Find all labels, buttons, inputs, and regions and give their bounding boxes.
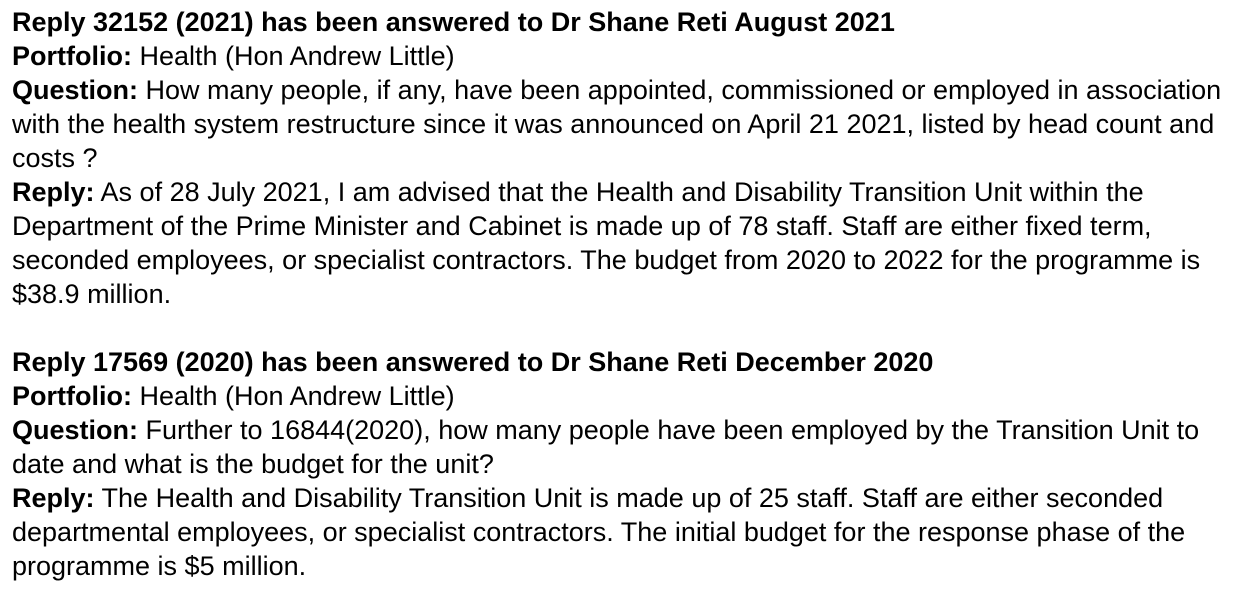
reply-heading: Reply 32152 (2021) has been answered to Dr Shane Reti August 2021 xyxy=(12,7,895,37)
reply-entry-17569 xyxy=(12,345,1234,583)
reply-heading: Reply 17569 (2020) has been answered to Dr Shane Reti December 2020 xyxy=(12,347,934,377)
question-text: How many people, if any, have been appointed, commissioned or employed in association with the health system restructure since it was announced on April 21 2021, listed by head count and costs ? xyxy=(12,75,1222,173)
reply-text: As of 28 July 2021, I am advised that the Health and Disability Transition Unit within the Department of the Prime Minister and Cabinet is made up of 78 staff. Staff are either fixed term, seconded employees, or specialist contractors. The budget from 2020 to 2022 for the programme is $38.9 million. xyxy=(12,177,1201,309)
question-line xyxy=(12,413,1234,481)
portfolio-value: Health (Hon Andrew Little) xyxy=(139,41,455,71)
reply-label: Reply: xyxy=(12,483,95,513)
question-text: Further to 16844(2020), how many people have been employed by the Transition Unit to date and what is the budget for the unit? xyxy=(12,415,1200,479)
reply-line xyxy=(12,175,1234,311)
reply-text: The Health and Disability Transition Unit is made up of 25 staff. Staff are either seconded departmental employees, or specialist contractors. The initial budget for the response phase of the programme is $5 million. xyxy=(12,483,1186,581)
portfolio-label: Portfolio: xyxy=(12,41,132,71)
reply-line xyxy=(12,481,1234,583)
question-line xyxy=(12,73,1234,175)
portfolio-label: Portfolio: xyxy=(12,381,132,411)
portfolio-line xyxy=(12,39,1234,73)
question-label: Question: xyxy=(12,415,138,445)
reply-entry-32152 xyxy=(12,5,1234,311)
portfolio-line xyxy=(12,379,1234,413)
question-label: Question: xyxy=(12,75,138,105)
reply-label: Reply: xyxy=(12,177,95,207)
portfolio-value: Health (Hon Andrew Little) xyxy=(139,381,455,411)
